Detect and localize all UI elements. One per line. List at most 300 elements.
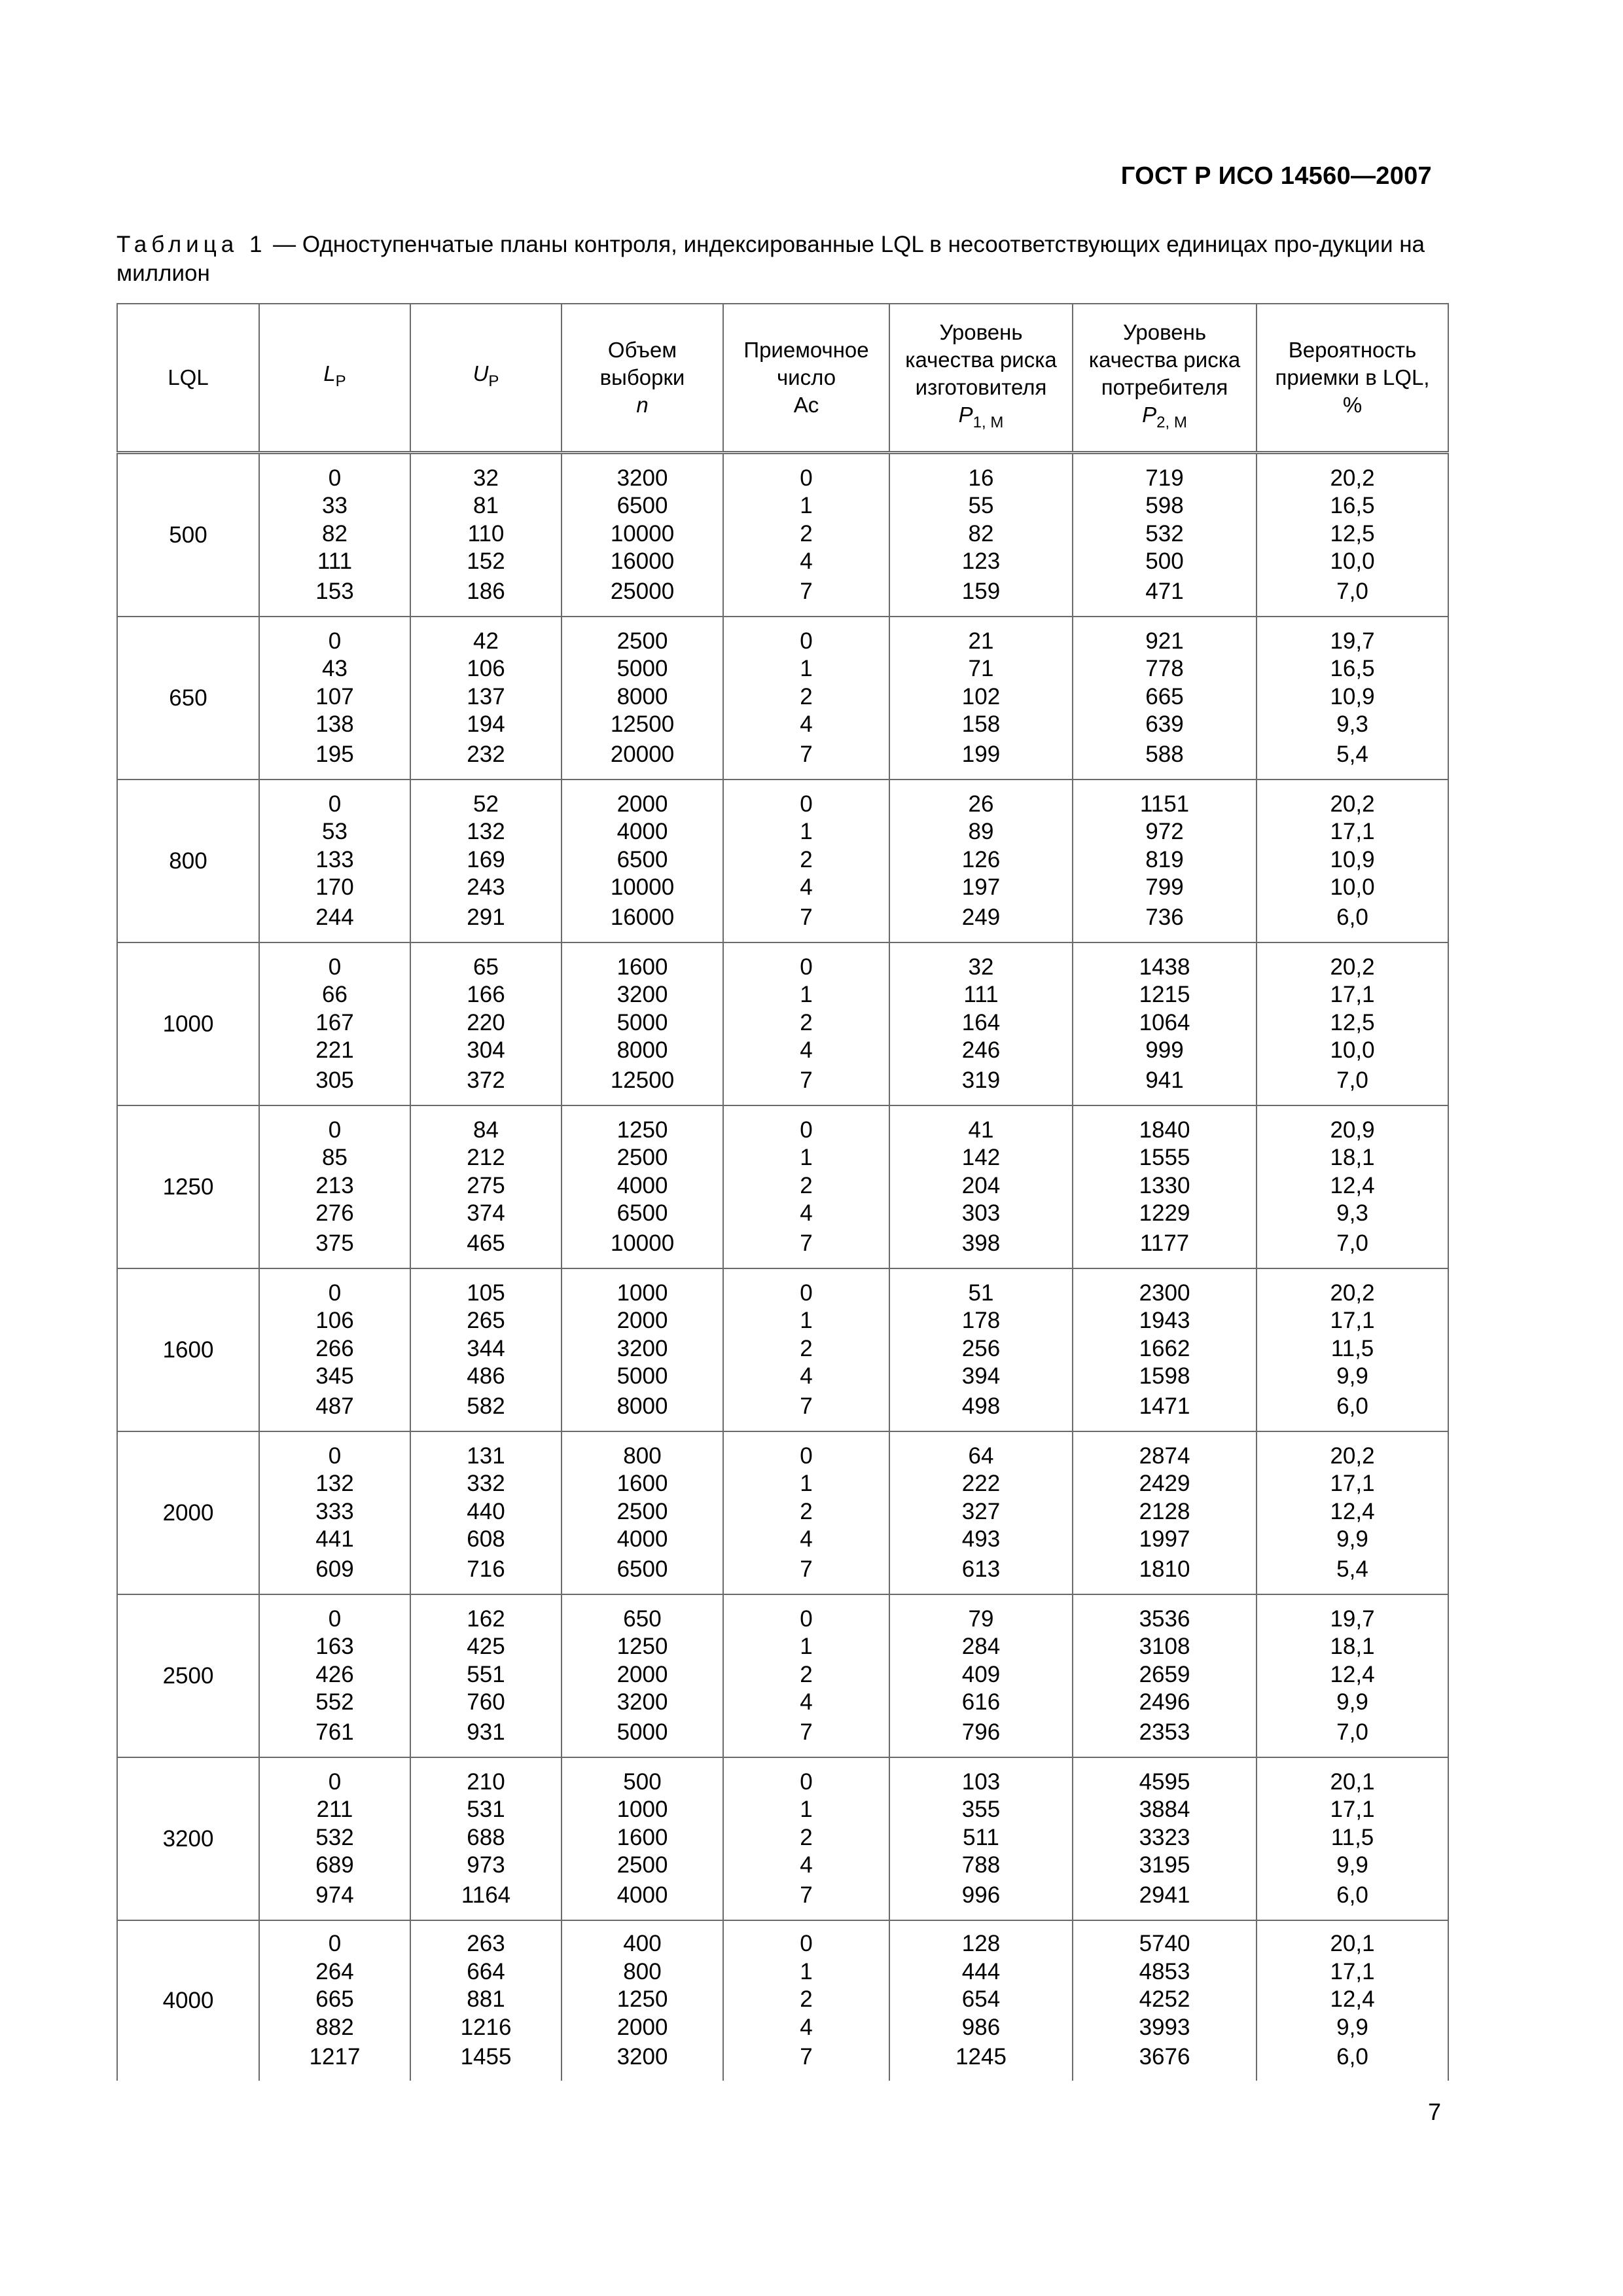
cell-up: [410, 1757, 562, 1920]
cell-value: 20,2: [1330, 465, 1375, 491]
cell-p1: [889, 453, 1073, 617]
cell-up: [410, 453, 562, 617]
cell-value: 0: [800, 465, 813, 491]
cell-lql: 1000: [117, 942, 259, 1105]
cell-ac: [723, 1268, 889, 1431]
cell-value: 4000: [616, 1882, 668, 1908]
cell-p1: [889, 1431, 1073, 1594]
cell-value: 71: [968, 656, 994, 682]
cell-value: 1943: [1139, 1308, 1190, 1334]
cell-value: 18,1: [1330, 1145, 1375, 1171]
cell-value: 608: [467, 1526, 505, 1552]
cell-value: 3200: [616, 1335, 668, 1361]
cell-p1: [889, 1757, 1073, 1920]
table-row-group: [117, 1920, 1448, 2081]
table-row-group: [117, 942, 1448, 1105]
cell-value: 1: [800, 1634, 813, 1660]
cell-value: 1164: [461, 1882, 511, 1908]
cell-value: 170: [315, 874, 354, 901]
cell-p1: [889, 1268, 1073, 1431]
cell-value: 210: [467, 1768, 505, 1795]
cell-value: 2500: [616, 1852, 668, 1878]
cell-value: 12,4: [1330, 1498, 1375, 1524]
cell-lp: [259, 617, 410, 780]
cell-value: 0: [800, 628, 813, 654]
table-row-group: [117, 1105, 1448, 1268]
cell-n: [562, 780, 723, 942]
cell-value: 1177: [1139, 1230, 1190, 1256]
cell-value: 303: [961, 1200, 1001, 1227]
cell-value: 941: [1145, 1067, 1184, 1093]
cell-value: 137: [467, 683, 505, 709]
cell-value: 17,1: [1330, 982, 1375, 1008]
cell-value: 882: [315, 2014, 354, 2040]
cell-n: [562, 1105, 723, 1268]
cell-value: 2000: [616, 791, 668, 817]
cell-value: 1217: [309, 2044, 361, 2070]
cell-value: 1245: [955, 2044, 1007, 2070]
cell-value: 256: [961, 1335, 1001, 1361]
cell-value: 582: [467, 1393, 505, 1419]
cell-value: 1216: [460, 2014, 512, 2040]
cell-value: 6,0: [1336, 1393, 1368, 1419]
cell-value: 0: [328, 1931, 342, 1957]
cell-value: 9,9: [1336, 1526, 1368, 1552]
cell-value: 7: [800, 904, 813, 930]
cell-value: 4853: [1139, 1958, 1190, 1984]
cell-p1: [889, 942, 1073, 1105]
cell-value: 7: [800, 1719, 813, 1745]
cell-value: 609: [315, 1556, 354, 1582]
cell-value: 167: [315, 1009, 354, 1035]
cell-value: 333: [315, 1498, 354, 1524]
cell-value: 0: [800, 1931, 813, 1957]
cell-p1: [889, 780, 1073, 942]
cell-value: 52: [473, 791, 499, 817]
cell-value: 796: [961, 1719, 1001, 1745]
cell-n: [562, 1268, 723, 1431]
cell-value: 2128: [1139, 1498, 1190, 1524]
cell-value: 305: [315, 1067, 354, 1093]
cell-p1: [889, 1920, 1073, 2081]
cell-value: 211: [316, 1797, 353, 1823]
header-producer-risk: Уровень качества риска изготовителя $P_{1, M}$: [889, 304, 1073, 453]
cell-prob: [1257, 942, 1448, 1105]
cell-value: 0: [800, 1605, 813, 1632]
cell-ac: [723, 1757, 889, 1920]
cell-value: 194: [467, 711, 505, 738]
cell-prob: [1257, 1757, 1448, 1920]
page-number: 7: [1428, 2098, 1442, 2125]
cell-value: 487: [315, 1393, 354, 1419]
cell-value: 12,5: [1330, 520, 1375, 547]
cell-value: 3536: [1139, 1605, 1190, 1632]
cell-value: 232: [467, 741, 505, 767]
cell-value: 9,9: [1336, 1363, 1368, 1390]
cell-value: 51: [968, 1280, 994, 1306]
cell-value: 819: [1145, 846, 1184, 872]
cell-value: 10000: [610, 1230, 675, 1256]
cell-value: 0: [328, 1443, 342, 1469]
cell-up: [410, 1105, 562, 1268]
cell-value: 689: [315, 1852, 354, 1878]
cell-value: 284: [961, 1634, 1001, 1660]
cell-value: 16: [968, 465, 994, 491]
cell-value: 664: [467, 1958, 505, 1984]
cell-value: 493: [961, 1526, 1001, 1552]
cell-lql: 1250: [117, 1105, 259, 1268]
cell-value: 1064: [1139, 1009, 1190, 1035]
cell-prob: [1257, 617, 1448, 780]
cell-value: 5,4: [1336, 1556, 1368, 1582]
cell-value: 532: [1145, 520, 1184, 547]
cell-value: 654: [961, 1986, 1001, 2013]
cell-value: 372: [467, 1067, 505, 1093]
cell-value: 264: [315, 1958, 354, 1984]
cell-value: 394: [961, 1363, 1001, 1390]
cell-value: 4595: [1139, 1768, 1190, 1795]
cell-up: [410, 617, 562, 780]
cell-value: 0: [800, 1768, 813, 1795]
cell-value: 12500: [610, 1067, 675, 1093]
cell-value: 33: [322, 493, 348, 519]
cell-value: 11,5: [1330, 1335, 1374, 1361]
cell-value: 102: [961, 683, 1001, 709]
cell-value: 2: [800, 683, 813, 709]
cell-value: 1600: [616, 1824, 668, 1850]
cell-value: 3195: [1139, 1852, 1190, 1878]
cell-value: 142: [961, 1145, 1001, 1171]
table-row-group: [117, 1268, 1448, 1431]
cell-value: 4: [800, 1526, 813, 1552]
cell-value: 0: [800, 954, 813, 980]
cell-ac: [723, 780, 889, 942]
cell-value: 20,1: [1330, 1931, 1375, 1957]
cell-value: 20,2: [1330, 1280, 1375, 1306]
cell-value: 66: [322, 982, 348, 1008]
cell-value: 128: [961, 1931, 1001, 1957]
cell-value: 2429: [1139, 1471, 1190, 1497]
cell-value: 2874: [1139, 1443, 1190, 1469]
cell-value: 345: [315, 1363, 354, 1390]
cell-p2: [1073, 453, 1257, 617]
cell-value: 9,9: [1336, 1689, 1368, 1715]
cell-lp: [259, 942, 410, 1105]
cell-value: 716: [467, 1556, 505, 1582]
cell-lp: [259, 1920, 410, 2081]
cell-p1: [889, 1105, 1073, 1268]
cell-up: [410, 1920, 562, 2081]
cell-value: 7,0: [1336, 1230, 1368, 1256]
cell-value: 4000: [616, 819, 668, 845]
cell-value: 43: [322, 656, 348, 682]
cell-value: 10000: [610, 520, 675, 547]
cell-value: 8000: [616, 1037, 668, 1064]
cell-value: 17,1: [1330, 819, 1375, 845]
cell-value: 999: [1145, 1037, 1184, 1064]
cell-value: 64: [968, 1443, 994, 1469]
cell-value: 5000: [616, 1009, 668, 1035]
cell-value: 0: [328, 1605, 342, 1632]
cell-value: 4: [800, 1852, 813, 1878]
cell-value: 1000: [616, 1797, 668, 1823]
cell-value: 471: [1145, 578, 1184, 604]
cell-value: 2: [800, 1335, 813, 1361]
table-row-group: [117, 1757, 1448, 1920]
cell-value: 2941: [1139, 1882, 1190, 1908]
cell-value: 375: [315, 1230, 354, 1256]
cell-value: 7: [800, 1230, 813, 1256]
cell-value: 10,0: [1330, 548, 1375, 575]
cell-value: 20000: [610, 741, 675, 767]
cell-value: 639: [1145, 711, 1184, 738]
cell-value: 0: [800, 1443, 813, 1469]
header-acceptance-probability: Вероятность приемки в LQL, %: [1257, 304, 1448, 453]
cell-value: 11,5: [1330, 1824, 1374, 1850]
cell-value: 178: [961, 1308, 1001, 1334]
cell-value: 788: [961, 1852, 1001, 1878]
cell-value: 21: [968, 628, 994, 654]
cell-value: 4000: [616, 1172, 668, 1198]
cell-value: 20,9: [1330, 1117, 1375, 1143]
cell-value: 327: [961, 1498, 1001, 1524]
cell-value: 276: [315, 1200, 354, 1227]
cell-value: 760: [467, 1689, 505, 1715]
cell-value: 25000: [610, 578, 675, 604]
cell-value: 7,0: [1336, 1067, 1368, 1093]
cell-value: 598: [1145, 493, 1184, 519]
cell-ac: [723, 942, 889, 1105]
cell-value: 244: [315, 904, 354, 930]
cell-value: 1: [800, 656, 813, 682]
cell-value: 123: [961, 548, 1001, 575]
cell-p2: [1073, 1920, 1257, 2081]
cell-value: 1600: [616, 1471, 668, 1497]
cell-value: 266: [315, 1335, 354, 1361]
cell-value: 6500: [616, 1556, 668, 1582]
cell-value: 2500: [616, 1145, 668, 1171]
cell-value: 613: [961, 1556, 1001, 1582]
table-caption-label: Таблица 1: [116, 232, 267, 257]
cell-value: 974: [315, 1882, 354, 1908]
cell-n: [562, 1757, 723, 1920]
cell-prob: [1257, 780, 1448, 942]
cell-prob: [1257, 1105, 1448, 1268]
cell-value: 3200: [616, 1689, 668, 1715]
cell-value: 79: [968, 1605, 994, 1632]
cell-value: 425: [467, 1634, 505, 1660]
cell-value: 16000: [610, 904, 675, 930]
cell-value: 441: [315, 1526, 354, 1552]
cell-value: 355: [961, 1797, 1001, 1823]
table-header-row: [117, 304, 1448, 453]
cell-value: 12,5: [1330, 1009, 1375, 1035]
table-container: [116, 303, 1448, 2081]
cell-lql: 4000: [117, 1920, 259, 2081]
cell-value: 7: [800, 2044, 813, 2070]
cell-value: 82: [322, 520, 348, 547]
cell-value: 1: [800, 1958, 813, 1984]
cell-value: 588: [1145, 741, 1184, 767]
cell-value: 4: [800, 548, 813, 575]
cell-value: 1: [800, 819, 813, 845]
cell-value: 7: [800, 1882, 813, 1908]
cell-value: 3676: [1139, 2044, 1190, 2070]
cell-p1: [889, 617, 1073, 780]
table-caption: [116, 230, 1438, 288]
cell-value: 4: [800, 874, 813, 901]
cell-value: 199: [961, 741, 1001, 767]
cell-value: 650: [623, 1605, 662, 1632]
cell-value: 53: [322, 819, 348, 845]
cell-n: [562, 942, 723, 1105]
cell-value: 6,0: [1336, 1882, 1368, 1908]
cell-value: 511: [963, 1824, 999, 1850]
cell-value: 0: [328, 628, 342, 654]
cell-value: 0: [328, 1280, 342, 1306]
cell-prob: [1257, 453, 1448, 617]
cell-up: [410, 1431, 562, 1594]
cell-value: 0: [328, 791, 342, 817]
cell-value: 152: [467, 548, 505, 575]
cell-value: 2659: [1139, 1661, 1190, 1687]
cell-prob: [1257, 1920, 1448, 2081]
cell-value: 222: [961, 1471, 1001, 1497]
cell-value: 3200: [616, 2044, 668, 2070]
cell-value: 249: [961, 904, 1001, 930]
cell-value: 4: [800, 1037, 813, 1064]
cell-value: 7: [800, 578, 813, 604]
cell-value: 2: [800, 520, 813, 547]
cell-value: 440: [467, 1498, 505, 1524]
cell-ac: [723, 617, 889, 780]
cell-n: [562, 453, 723, 617]
cell-value: 5000: [616, 1719, 668, 1745]
cell-up: [410, 942, 562, 1105]
cell-value: 263: [467, 1931, 505, 1957]
cell-value: 5740: [1139, 1931, 1190, 1957]
cell-value: 3108: [1139, 1634, 1190, 1660]
cell-value: 304: [467, 1037, 505, 1064]
cell-value: 1600: [616, 954, 668, 980]
cell-value: 0: [800, 1280, 813, 1306]
cell-value: 881: [467, 1986, 505, 2013]
cell-value: 552: [315, 1689, 354, 1715]
cell-value: 2353: [1139, 1719, 1190, 1745]
table-row-group: [117, 453, 1448, 617]
cell-value: 6500: [616, 1200, 668, 1227]
cell-value: 7,0: [1336, 578, 1368, 604]
cell-value: 465: [467, 1230, 505, 1256]
cell-value: 8000: [616, 1393, 668, 1419]
cell-value: 1: [800, 493, 813, 519]
cell-value: 5000: [616, 656, 668, 682]
cell-value: 7,0: [1336, 1719, 1368, 1745]
cell-value: 220: [467, 1009, 505, 1035]
cell-value: 9,9: [1336, 2014, 1368, 2040]
cell-value: 344: [467, 1335, 505, 1361]
cell-value: 106: [467, 656, 505, 682]
cell-value: 0: [328, 1117, 342, 1143]
cell-lql: 650: [117, 617, 259, 780]
cell-value: 186: [467, 578, 505, 604]
sampling-plans-table: [116, 303, 1449, 2081]
table-row-group: [117, 780, 1448, 942]
cell-value: 736: [1145, 904, 1184, 930]
cell-value: 9,3: [1336, 1200, 1368, 1227]
cell-value: 19,7: [1330, 1605, 1375, 1632]
cell-p2: [1073, 1268, 1257, 1431]
cell-value: 6,0: [1336, 904, 1368, 930]
cell-value: 246: [961, 1037, 1001, 1064]
header-consumer-risk: Уровень качества риска потребителя $P_{2, M}$: [1073, 304, 1257, 453]
header-lp: $L_P$: [259, 304, 410, 453]
cell-value: 20,1: [1330, 1768, 1375, 1795]
cell-value: 166: [467, 982, 505, 1008]
cell-value: 32: [968, 954, 994, 980]
cell-ac: [723, 1105, 889, 1268]
cell-value: 105: [467, 1280, 505, 1306]
cell-value: 3200: [616, 982, 668, 1008]
cell-value: 498: [961, 1393, 1001, 1419]
cell-value: 213: [315, 1172, 354, 1198]
cell-value: 1330: [1139, 1172, 1190, 1198]
cell-value: 132: [315, 1471, 354, 1497]
cell-value: 319: [961, 1067, 1001, 1093]
cell-value: 996: [961, 1882, 1001, 1908]
cell-value: 931: [467, 1719, 505, 1745]
cell-n: [562, 1431, 723, 1594]
cell-value: 2000: [616, 1308, 668, 1334]
cell-value: 398: [961, 1230, 1001, 1256]
header-acceptance-number: Приемочное число Ac: [723, 304, 889, 453]
cell-value: 4: [800, 1200, 813, 1227]
cell-lql: 2000: [117, 1431, 259, 1594]
cell-value: 291: [467, 904, 505, 930]
cell-value: 275: [467, 1172, 505, 1198]
cell-value: 1000: [616, 1280, 668, 1306]
cell-value: 400: [623, 1931, 662, 1957]
cell-value: 1455: [460, 2044, 512, 2070]
cell-value: 3200: [616, 465, 668, 491]
cell-value: 1250: [616, 1634, 668, 1660]
cell-p2: [1073, 1594, 1257, 1757]
cell-value: 16000: [610, 548, 675, 575]
cell-value: 0: [328, 1768, 342, 1795]
cell-value: 10,9: [1330, 846, 1375, 872]
cell-lp: [259, 1268, 410, 1431]
cell-value: 2: [800, 1498, 813, 1524]
cell-value: 4: [800, 2014, 813, 2040]
cell-value: 5000: [616, 1363, 668, 1390]
cell-value: 85: [322, 1145, 348, 1171]
cell-up: [410, 1594, 562, 1757]
cell-value: 9,9: [1336, 1852, 1368, 1878]
cell-value: 12,4: [1330, 1986, 1375, 2013]
cell-value: 7: [800, 1067, 813, 1093]
cell-value: 6,0: [1336, 2044, 1368, 2070]
cell-value: 688: [467, 1824, 505, 1850]
cell-value: 3993: [1139, 2014, 1190, 2040]
cell-value: 4252: [1139, 1986, 1190, 2013]
cell-value: 531: [467, 1797, 505, 1823]
cell-value: 2500: [616, 628, 668, 654]
cell-value: 1: [800, 1308, 813, 1334]
cell-value: 12,4: [1330, 1172, 1375, 1198]
cell-value: 374: [467, 1200, 505, 1227]
cell-value: 2: [800, 1172, 813, 1198]
cell-value: 532: [315, 1824, 354, 1850]
